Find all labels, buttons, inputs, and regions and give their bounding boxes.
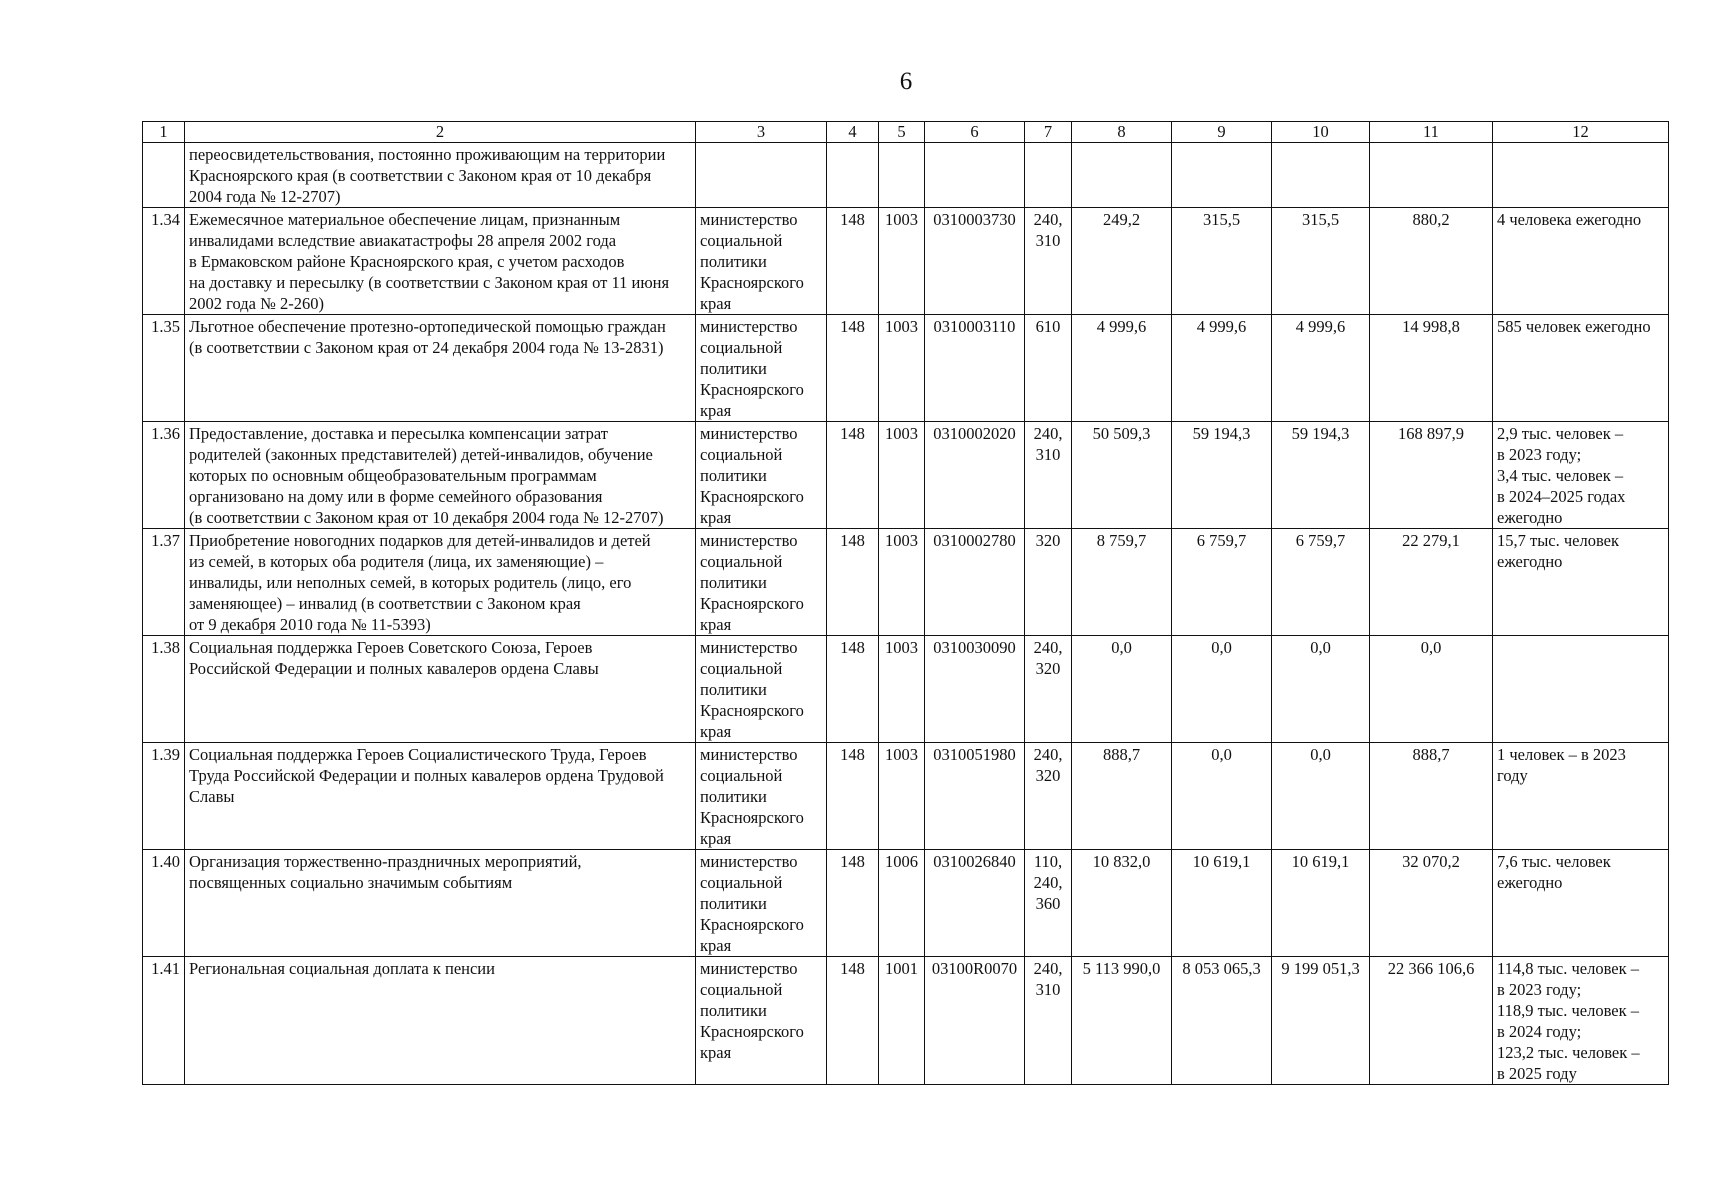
code-4-cell: 148: [827, 850, 879, 957]
amount-9-cell: 0,0: [1172, 636, 1272, 743]
column-header: 5: [879, 122, 925, 143]
result-note-cell-line: 4 человека ежегодно: [1497, 210, 1642, 229]
result-note-cell: [1493, 850, 1669, 957]
expense-type-cell-line: 240,: [1033, 873, 1063, 892]
ministry-cell-line: политики: [700, 573, 767, 592]
code-4-cell: 148: [827, 315, 879, 422]
amount-8-cell: 0,0: [1072, 636, 1172, 743]
ministry-cell-line: министерство: [700, 638, 798, 657]
expense-type-cell-line: 610: [1035, 317, 1061, 336]
target-code-cell: 0310002780: [925, 529, 1025, 636]
expense-type-cell: [1025, 743, 1072, 850]
column-header: 10: [1272, 122, 1370, 143]
ministry-cell-line: политики: [700, 252, 767, 271]
budget-table: [142, 121, 1669, 1085]
column-header: 1: [143, 122, 185, 143]
code-5-cell: 1003: [879, 315, 925, 422]
amount-10-cell: [1272, 143, 1370, 208]
ministry-cell: [696, 850, 827, 957]
ministry-cell-line: Красноярского: [700, 380, 804, 399]
table-row: [143, 850, 1669, 957]
result-note-cell-line: в 2024–2025 годах: [1497, 487, 1626, 506]
ministry-cell-line: Красноярского: [700, 1022, 804, 1041]
row-number-cell: 1.36: [143, 422, 185, 529]
ministry-cell-line: социальной: [700, 766, 783, 785]
result-note-cell: [1493, 208, 1669, 315]
ministry-cell-line: края: [700, 294, 732, 313]
row-number-cell: 1.37: [143, 529, 185, 636]
ministry-cell-line: социальной: [700, 552, 783, 571]
ministry-cell-line: края: [700, 722, 732, 741]
table-row: [143, 636, 1669, 743]
code-4-cell: 148: [827, 636, 879, 743]
column-header: 9: [1172, 122, 1272, 143]
code-4-cell: 148: [827, 957, 879, 1085]
expense-type-cell-line: 240,: [1033, 745, 1063, 764]
code-5-cell: 1003: [879, 636, 925, 743]
ministry-cell-line: Красноярского: [700, 594, 804, 613]
ministry-cell-line: социальной: [700, 873, 783, 892]
ministry-cell-line: министерство: [700, 852, 798, 871]
description-cell: [185, 529, 696, 636]
amount-9-cell: 315,5: [1172, 208, 1272, 315]
amount-8-cell: 888,7: [1072, 743, 1172, 850]
description-cell-line: инвалидами вследствие авиакатастрофы 28 апреля 2002 года: [189, 231, 617, 250]
result-note-cell-line: ежегодно: [1497, 873, 1563, 892]
ministry-cell-line: министерство: [700, 531, 798, 550]
total-amount-cell: [1370, 143, 1493, 208]
total-amount-cell: 168 897,9: [1370, 422, 1493, 529]
amount-8-cell: 249,2: [1072, 208, 1172, 315]
description-cell-line: из семей, в которых оба родителя (лица, их заменяющие) –: [189, 552, 604, 571]
total-amount-cell: 888,7: [1370, 743, 1493, 850]
amount-10-cell: 0,0: [1272, 636, 1370, 743]
total-amount-cell: 0,0: [1370, 636, 1493, 743]
expense-type-cell: [1025, 315, 1072, 422]
amount-10-cell: 315,5: [1272, 208, 1370, 315]
expense-type-cell: [1025, 636, 1072, 743]
code-5-cell: [879, 143, 925, 208]
result-note-cell-line: ежегодно: [1497, 508, 1563, 527]
amount-10-cell: 6 759,7: [1272, 529, 1370, 636]
result-note-cell-line: 118,9 тыс. человек –: [1497, 1001, 1640, 1020]
expense-type-cell: [1025, 957, 1072, 1085]
table-row: [143, 315, 1669, 422]
ministry-cell: [696, 529, 827, 636]
description-cell-line: 2004 года № 12-2707): [189, 187, 341, 206]
description-cell-line: организовано на дому или в форме семейного образования: [189, 487, 603, 506]
table-row: [143, 422, 1669, 529]
expense-type-cell-line: 320: [1035, 766, 1061, 785]
amount-8-cell: 5 113 990,0: [1072, 957, 1172, 1085]
column-header: 12: [1493, 122, 1669, 143]
amount-10-cell: 10 619,1: [1272, 850, 1370, 957]
description-cell: [185, 850, 696, 957]
description-cell-line: (в соответствии с Законом края от 10 декабря 2004 года № 12-2707): [189, 508, 664, 527]
description-cell-line: Льготное обеспечение протезно-ортопедической помощью граждан: [189, 317, 666, 336]
ministry-cell: [696, 315, 827, 422]
row-number-cell: 1.41: [143, 957, 185, 1085]
expense-type-cell-line: 240,: [1033, 638, 1063, 657]
expense-type-cell-line: 320: [1035, 531, 1061, 550]
result-note-cell-line: 2,9 тыс. человек –: [1497, 424, 1624, 443]
description-cell-line: заменяющее) – инвалид (в соответствии с Законом края: [189, 594, 581, 613]
amount-9-cell: 59 194,3: [1172, 422, 1272, 529]
row-number-cell: 1.35: [143, 315, 185, 422]
description-cell-line: на доставку и пересылку (в соответствии с Законом края от 11 июня: [189, 273, 670, 292]
ministry-cell-line: Красноярского: [700, 273, 804, 292]
expense-type-cell-line: 110,: [1033, 852, 1063, 871]
ministry-cell: [696, 422, 827, 529]
table-row: [143, 208, 1669, 315]
expense-type-cell-line: 240,: [1033, 959, 1063, 978]
description-cell-line: (в соответствии с Законом края от 24 декабря 2004 года № 13-2831): [189, 338, 664, 357]
code-5-cell: 1003: [879, 743, 925, 850]
column-header: 8: [1072, 122, 1172, 143]
target-code-cell: 0310051980: [925, 743, 1025, 850]
row-number-cell: 1.39: [143, 743, 185, 850]
table-row: [143, 743, 1669, 850]
expense-type-cell: [1025, 143, 1072, 208]
description-cell-line: от 9 декабря 2010 года № 11-5393): [189, 615, 431, 634]
expense-type-cell-line: 240,: [1033, 210, 1063, 229]
description-cell: [185, 957, 696, 1085]
description-cell-line: которых по основным общеобразовательным программам: [189, 466, 597, 485]
ministry-cell-line: министерство: [700, 959, 798, 978]
code-4-cell: 148: [827, 529, 879, 636]
code-4-cell: 148: [827, 208, 879, 315]
amount-9-cell: [1172, 143, 1272, 208]
ministry-cell-line: министерство: [700, 317, 798, 336]
column-header: 11: [1370, 122, 1493, 143]
ministry-cell: [696, 957, 827, 1085]
page-number: 6: [899, 68, 913, 95]
expense-type-cell-line: 310: [1035, 980, 1061, 999]
ministry-cell: [696, 208, 827, 315]
target-code-cell: 0310003110: [925, 315, 1025, 422]
ministry-cell-line: социальной: [700, 338, 783, 357]
result-note-cell-line: году: [1497, 766, 1528, 785]
row-number-cell: [143, 143, 185, 208]
table-row: [143, 529, 1669, 636]
ministry-cell-line: края: [700, 1043, 732, 1062]
description-cell: [185, 143, 696, 208]
description-cell-line: Социальная поддержка Героев Советского Союза, Героев: [189, 638, 593, 657]
description-cell-line: Социальная поддержка Героев Социалистического Труда, Героев: [189, 745, 647, 764]
ministry-cell-line: политики: [700, 1001, 767, 1020]
total-amount-cell: 32 070,2: [1370, 850, 1493, 957]
description-cell-line: переосвидетельствования, постоянно проживающим на территории: [189, 145, 666, 164]
ministry-cell-line: министерство: [700, 424, 798, 443]
ministry-cell-line: политики: [700, 680, 767, 699]
ministry-cell-line: политики: [700, 466, 767, 485]
amount-9-cell: 10 619,1: [1172, 850, 1272, 957]
amount-8-cell: 10 832,0: [1072, 850, 1172, 957]
result-note-cell: [1493, 743, 1669, 850]
code-4-cell: 148: [827, 422, 879, 529]
result-note-cell-line: 114,8 тыс. человек –: [1497, 959, 1640, 978]
result-note-cell: [1493, 957, 1669, 1085]
total-amount-cell: 22 366 106,6: [1370, 957, 1493, 1085]
target-code-cell: 0310030090: [925, 636, 1025, 743]
ministry-cell-line: Красноярского: [700, 487, 804, 506]
ministry-cell-line: Красноярского: [700, 808, 804, 827]
amount-10-cell: 9 199 051,3: [1272, 957, 1370, 1085]
ministry-cell-line: края: [700, 401, 732, 420]
row-number-cell: 1.40: [143, 850, 185, 957]
header-row: [143, 122, 1669, 143]
expense-type-cell: [1025, 529, 1072, 636]
code-4-cell: 148: [827, 743, 879, 850]
table-row: [143, 957, 1669, 1085]
result-note-cell-line: в 2023 году;: [1497, 445, 1582, 464]
description-cell-line: Славы: [189, 787, 235, 806]
result-note-cell-line: 123,2 тыс. человек –: [1497, 1043, 1640, 1062]
column-header: 3: [696, 122, 827, 143]
code-5-cell: 1003: [879, 529, 925, 636]
ministry-cell-line: Красноярского: [700, 701, 804, 720]
total-amount-cell: 14 998,8: [1370, 315, 1493, 422]
result-note-cell-line: ежегодно: [1497, 552, 1563, 571]
ministry-cell-line: министерство: [700, 745, 798, 764]
description-cell: [185, 743, 696, 850]
ministry-cell-line: края: [700, 508, 732, 527]
expense-type-cell-line: 240,: [1033, 424, 1063, 443]
ministry-cell-line: политики: [700, 359, 767, 378]
ministry-cell-line: края: [700, 615, 732, 634]
column-header: 4: [827, 122, 879, 143]
ministry-cell: [696, 143, 827, 208]
expense-type-cell-line: 310: [1035, 445, 1061, 464]
amount-10-cell: 59 194,3: [1272, 422, 1370, 529]
ministry-cell-line: социальной: [700, 445, 783, 464]
amount-9-cell: 0,0: [1172, 743, 1272, 850]
ministry-cell: [696, 636, 827, 743]
description-cell: [185, 636, 696, 743]
amount-9-cell: 4 999,6: [1172, 315, 1272, 422]
result-note-cell: [1493, 143, 1669, 208]
description-cell-line: Труда Российской Федерации и полных кавалеров ордена Трудовой: [189, 766, 664, 785]
column-header: 6: [925, 122, 1025, 143]
result-note-cell-line: в 2025 году: [1497, 1064, 1577, 1083]
ministry-cell: [696, 743, 827, 850]
description-cell: [185, 422, 696, 529]
amount-10-cell: 4 999,6: [1272, 315, 1370, 422]
ministry-cell-line: политики: [700, 787, 767, 806]
ministry-cell-line: социальной: [700, 231, 783, 250]
column-header: 2: [185, 122, 696, 143]
result-note-cell: [1493, 315, 1669, 422]
result-note-cell: [1493, 529, 1669, 636]
description-cell-line: в Ермаковском районе Красноярского края, с учетом расходов: [189, 252, 625, 271]
code-5-cell: 1006: [879, 850, 925, 957]
description-cell-line: Красноярского края (в соответствии с Законом края от 10 декабря: [189, 166, 652, 185]
code-5-cell: 1003: [879, 208, 925, 315]
target-code-cell: 03100R0070: [925, 957, 1025, 1085]
expense-type-cell: [1025, 422, 1072, 529]
result-note-cell-line: в 2023 году;: [1497, 980, 1582, 999]
amount-8-cell: 8 759,7: [1072, 529, 1172, 636]
amount-9-cell: 8 053 065,3: [1172, 957, 1272, 1085]
amount-8-cell: [1072, 143, 1172, 208]
ministry-cell-line: края: [700, 829, 732, 848]
description-cell-line: родителей (законных представителей) детей-инвалидов, обучение: [189, 445, 653, 464]
result-note-cell-line: 585 человек ежегодно: [1497, 317, 1651, 336]
result-note-cell-line: 3,4 тыс. человек –: [1497, 466, 1624, 485]
target-code-cell: [925, 143, 1025, 208]
amount-8-cell: 4 999,6: [1072, 315, 1172, 422]
ministry-cell-line: министерство: [700, 210, 798, 229]
expense-type-cell-line: 310: [1035, 231, 1061, 250]
result-note-cell: [1493, 422, 1669, 529]
ministry-cell-line: социальной: [700, 659, 783, 678]
result-note-cell-line: 1 человек – в 2023: [1497, 745, 1626, 764]
target-code-cell: 0310002020: [925, 422, 1025, 529]
target-code-cell: 0310026840: [925, 850, 1025, 957]
expense-type-cell-line: 360: [1035, 894, 1061, 913]
code-5-cell: 1001: [879, 957, 925, 1085]
result-note-cell-line: в 2024 году;: [1497, 1022, 1582, 1041]
ministry-cell-line: социальной: [700, 980, 783, 999]
ministry-cell-line: политики: [700, 894, 767, 913]
description-cell-line: Ежемесячное материальное обеспечение лицам, признанным: [189, 210, 621, 229]
description-cell-line: Предоставление, доставка и пересылка компенсации затрат: [189, 424, 609, 443]
amount-9-cell: 6 759,7: [1172, 529, 1272, 636]
description-cell: [185, 315, 696, 422]
ministry-cell-line: Красноярского: [700, 915, 804, 934]
amount-10-cell: 0,0: [1272, 743, 1370, 850]
expense-type-cell: [1025, 850, 1072, 957]
description-cell-line: инвалиды, или неполных семей, в которых родитель (лицо, его: [189, 573, 632, 592]
description-cell-line: Организация торжественно-праздничных мероприятий,: [189, 852, 582, 871]
table-row: [143, 143, 1669, 208]
result-note-cell: [1493, 636, 1669, 743]
result-note-cell-line: 7,6 тыс. человек: [1497, 852, 1611, 871]
description-cell-line: Региональная социальная доплата к пенсии: [189, 959, 495, 978]
column-header: 7: [1025, 122, 1072, 143]
result-note-cell-line: 15,7 тыс. человек: [1497, 531, 1620, 550]
target-code-cell: 0310003730: [925, 208, 1025, 315]
expense-type-cell-line: 320: [1035, 659, 1061, 678]
description-cell-line: Приобретение новогодних подарков для детей-инвалидов и детей: [189, 531, 651, 550]
row-number-cell: 1.38: [143, 636, 185, 743]
description-cell-line: посвященных социально значимым событиям: [189, 873, 513, 892]
description-cell-line: 2002 года № 2-260): [189, 294, 324, 313]
description-cell-line: Российской Федерации и полных кавалеров ордена Славы: [189, 659, 599, 678]
total-amount-cell: 22 279,1: [1370, 529, 1493, 636]
code-4-cell: [827, 143, 879, 208]
description-cell: [185, 208, 696, 315]
expense-type-cell: [1025, 208, 1072, 315]
ministry-cell-line: края: [700, 936, 732, 955]
total-amount-cell: 880,2: [1370, 208, 1493, 315]
row-number-cell: 1.34: [143, 208, 185, 315]
amount-8-cell: 50 509,3: [1072, 422, 1172, 529]
code-5-cell: 1003: [879, 422, 925, 529]
